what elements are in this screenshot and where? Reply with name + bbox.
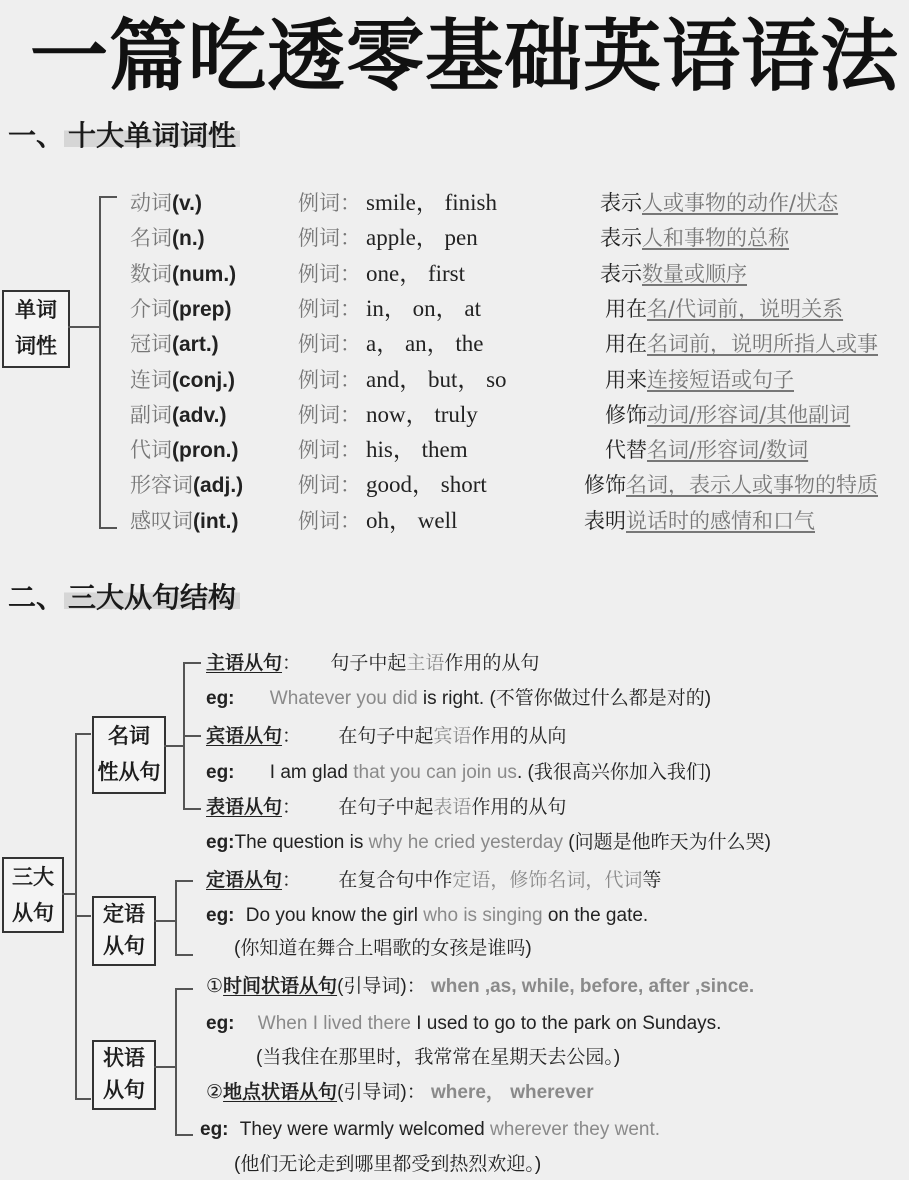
colon: ： (282, 870, 302, 891)
word-class-cn: 数词 (130, 261, 172, 286)
example-words: now， truly (366, 401, 478, 427)
item-number: ① (206, 976, 224, 997)
example-label: 例词： (298, 261, 361, 286)
bracket-tick (175, 880, 193, 882)
connector-line (154, 1066, 176, 1068)
box-line: 从句 (103, 1078, 145, 1102)
object-clause-example (206, 758, 711, 788)
meaning-prefix: 用来 (605, 367, 647, 392)
predicative-clause-def (206, 793, 566, 823)
meaning-prefix: 修饰 (605, 402, 647, 427)
sentence-part: Do you know the girl (245, 905, 424, 926)
eg-label: eg: (206, 832, 235, 853)
attributive-clause-translation: (你知道在舞合上唱歌的女孩是谁吗) (234, 938, 532, 959)
meaning (584, 505, 815, 537)
desc: 等 (642, 870, 662, 891)
word-class-cn: 副词 (130, 402, 172, 427)
example-words: smile， finish (366, 190, 497, 215)
three-clauses-box (2, 857, 64, 933)
word-class-cn: 代词 (130, 438, 172, 463)
meaning-text: 名词，表示人或事物的特质 (626, 473, 878, 498)
page-title: 一篇吃透零基础英语语法 (30, 12, 900, 102)
noun-clause-box (92, 716, 166, 794)
box-line: 词性 (15, 334, 57, 358)
section-number: 二、 (8, 581, 65, 614)
word-class-row (0, 293, 909, 325)
example-words: in， on， at (366, 295, 481, 321)
place-clause-translation: (他们无论走到哪里都受到热烈欢迎。) (234, 1154, 542, 1175)
word-class-abbr: (num.) (172, 262, 237, 286)
word-class-cn: 名词 (130, 226, 172, 251)
example-label: 例词： (298, 402, 361, 427)
connector-line (154, 920, 176, 922)
subject-clause-def (206, 649, 539, 679)
meaning-text: 动词/形容词/其他副词 (647, 402, 851, 427)
example-words: good， short (366, 472, 487, 498)
example-words: a， an， the (366, 331, 484, 357)
meaning-text: 名词前，说明所指人或事 (647, 332, 878, 357)
meaning-prefix: 用在 (605, 296, 647, 321)
meaning-text: 人或事物的动作/状态 (642, 191, 839, 215)
sentence-part: I used to go to the park on Sundays. (410, 1013, 722, 1034)
meaning (605, 328, 878, 360)
bracket-line (175, 880, 177, 956)
meaning-prefix: 表示 (600, 261, 642, 286)
meaning-text: 名/代词前，说明关系 (647, 296, 844, 321)
desc: 在句子中起 (338, 797, 434, 818)
clause-name: 表语从句 (206, 797, 283, 818)
clause-name: 主语从句 (206, 653, 283, 674)
bracket-tick (175, 988, 193, 990)
example-label: 例词： (298, 191, 361, 215)
eg-label: eg: (206, 762, 235, 783)
section-title: 十大单词词性 (64, 119, 240, 152)
eg-label: eg: (206, 905, 235, 926)
meaning-prefix: 表明 (584, 508, 626, 533)
word-class-row (0, 222, 909, 254)
word-class-abbr: (art.) (172, 333, 219, 357)
connector-line (62, 893, 76, 895)
meaning (600, 222, 789, 254)
clause-part: that you can join us (353, 762, 517, 783)
box-line: 从句 (103, 934, 145, 958)
meaning-prefix: 表示 (600, 226, 642, 251)
word-class-abbr: (adj.) (193, 474, 244, 498)
word-class-cn: 动词 (130, 191, 172, 215)
box-line: 从句 (12, 901, 54, 925)
example-label: 例词： (298, 438, 361, 463)
object-clause-def (206, 722, 566, 752)
meaning-prefix: 表示 (600, 191, 642, 215)
example-words: apple， pen (366, 225, 478, 251)
example-words: and， but， so (366, 366, 507, 392)
word-class-cn: 介词 (130, 296, 172, 321)
word-class-name (130, 505, 238, 538)
connector-line (164, 745, 184, 747)
desc: 作用的从句 (444, 653, 540, 674)
predicative-clause-example (206, 828, 771, 858)
word-class-name (130, 293, 232, 326)
meaning-text: 名词/形容词/数词 (647, 438, 809, 463)
meaning-text: 连接短语或句子 (647, 367, 794, 392)
word-class-abbr: (conj.) (172, 368, 235, 392)
desc-highlight: 定语，修饰名词，代词 (452, 870, 643, 891)
box-line: 性从句 (97, 760, 161, 784)
word-class-abbr: (pron.) (172, 439, 239, 463)
guide-words: when ,as, while, before, after ,since. (431, 976, 755, 997)
sentence-part: The question is (234, 832, 369, 853)
word-class-cn: 形容词 (130, 473, 193, 498)
example-label: 例词： (298, 296, 361, 321)
translation: (我很高兴你加入我们) (527, 762, 712, 783)
clause-name: 宾语从句 (206, 726, 283, 747)
word-class-name (130, 187, 202, 220)
meaning-text: 人和事物的总称 (642, 226, 789, 251)
meaning (605, 364, 794, 396)
sentence-part: on the gate. (542, 905, 649, 926)
desc: 在句子中起 (338, 726, 434, 747)
word-class-row (0, 187, 909, 219)
example-words: oh， well (366, 507, 458, 533)
word-class-abbr: (adv.) (172, 403, 227, 427)
eg-label: eg: (200, 1119, 229, 1140)
place-clause-def (206, 1078, 594, 1108)
word-class-name (130, 258, 236, 291)
section-number: 一、 (8, 119, 65, 152)
meaning-prefix: 修饰 (584, 473, 626, 498)
example-label: 例词： (298, 332, 361, 357)
word-class-abbr: (prep) (172, 297, 232, 321)
bracket-tick (183, 808, 201, 810)
word-class-name (130, 434, 238, 467)
meaning (600, 187, 838, 219)
colon: ： (282, 653, 302, 674)
clause-name: 时间状语从句 (223, 976, 338, 997)
word-class-name (130, 328, 219, 361)
sentence-part: . (516, 762, 523, 783)
example-words: one， first (366, 260, 466, 286)
clause-part: When I lived there (257, 1013, 411, 1034)
example-label: 例词： (298, 473, 361, 498)
word-class-row (0, 469, 909, 501)
desc-highlight: 主语 (406, 653, 445, 674)
adverbial-clause-box (92, 1040, 156, 1110)
attributive-clause-def (206, 866, 661, 896)
translation: (不管你做过什么都是对的) (489, 688, 712, 709)
bracket-tick (175, 1134, 193, 1136)
example-label: 例词： (298, 508, 361, 533)
word-class-row (0, 399, 909, 431)
word-class-name (130, 399, 226, 432)
bracket-tick (75, 915, 91, 917)
desc: 作用的从向 (471, 726, 567, 747)
clause-name: 定语从句 (206, 870, 283, 891)
time-clause-example (206, 1009, 721, 1039)
box-line: 状语 (103, 1046, 145, 1070)
time-clause-def (206, 972, 754, 1002)
eg-label: eg: (206, 688, 235, 709)
meaning-text: 说话时的感情和口气 (626, 508, 815, 533)
clause-part: Whatever you did (269, 688, 418, 709)
example-label: 例词： (298, 226, 361, 251)
meaning (600, 258, 747, 290)
meaning-prefix: 代替 (605, 438, 647, 463)
clause-part: why he cried yesterday (368, 832, 563, 853)
meaning (584, 469, 878, 501)
box-line: 三大 (12, 865, 54, 889)
box-line: 名词 (108, 724, 150, 748)
section-heading-clauses (8, 576, 240, 616)
word-class-row (0, 434, 909, 466)
bracket-tick (183, 735, 201, 737)
attributive-clause-example (206, 901, 648, 931)
word-class-row (0, 258, 909, 290)
item-number: ② (206, 1082, 224, 1103)
word-class-abbr: (int.) (193, 509, 239, 533)
word-class-cn: 连词 (130, 367, 172, 392)
sentence-part: They were warmly welcomed (239, 1119, 491, 1140)
section-title: 三大从句结构 (64, 581, 240, 614)
colon: ： (282, 797, 302, 818)
clause-part: who is singing (423, 905, 543, 926)
meaning (605, 293, 843, 325)
bracket-tick (75, 733, 91, 735)
meaning-text: 数量或顺序 (642, 261, 747, 286)
translation: (问题是他昨天为什么哭) (568, 832, 771, 853)
sentence-part: . (654, 1119, 661, 1140)
place-clause-example (200, 1115, 660, 1145)
eg-label: eg: (206, 1013, 235, 1034)
word-class-cn: 感叹词 (130, 508, 193, 533)
attributive-clause-box (92, 896, 156, 966)
word-class-abbr: (n.) (172, 227, 205, 251)
word-class-name (130, 222, 205, 255)
time-clause-translation: (当我住在那里时，我常常在星期天去公园。) (256, 1047, 621, 1068)
word-class-name (130, 364, 235, 397)
bracket-line (175, 988, 177, 1136)
example-label: 例词： (298, 367, 361, 392)
section-heading-word-classes (8, 114, 240, 154)
desc-highlight: 宾语 (433, 726, 472, 747)
box-line: 单词 (15, 298, 57, 322)
guide-label: (引导词)： (337, 976, 426, 997)
word-class-row (0, 328, 909, 360)
desc-highlight: 表语 (433, 797, 472, 818)
clause-name: 地点状语从句 (223, 1082, 338, 1103)
meaning-prefix: 用在 (605, 332, 647, 357)
desc: 在复合句中作 (338, 870, 453, 891)
word-class-row (0, 505, 909, 537)
desc: 句子中起 (330, 653, 407, 674)
guide-label: (引导词)： (337, 1082, 426, 1103)
desc: 作用的从句 (471, 797, 567, 818)
word-class-abbr: (v.) (172, 192, 202, 215)
meaning (605, 399, 850, 431)
subject-clause-example (206, 684, 711, 714)
clause-part: wherever they went (490, 1119, 655, 1140)
bracket-tick (175, 954, 193, 956)
sentence-part: is right. (417, 688, 485, 709)
box-line: 定语 (103, 902, 145, 926)
word-class-cn: 冠词 (130, 332, 172, 357)
guide-words: where， wherever (431, 1082, 594, 1103)
word-class-row (0, 364, 909, 396)
bracket-tick (183, 662, 201, 664)
meaning (605, 434, 808, 466)
colon: ： (282, 726, 302, 747)
bracket-tick (75, 1098, 91, 1100)
sentence-part: I am glad (269, 762, 354, 783)
word-class-name (130, 469, 243, 502)
example-words: his， them (366, 437, 468, 463)
